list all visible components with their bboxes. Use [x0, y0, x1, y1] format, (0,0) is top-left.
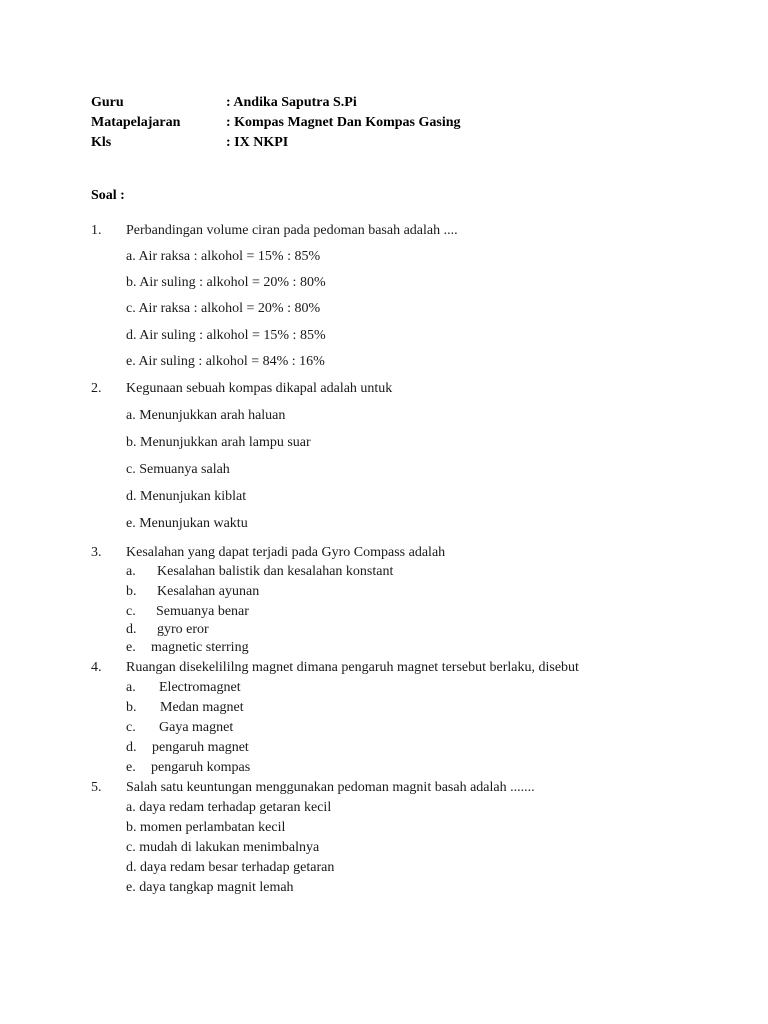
mapel-label: Matapelajaran: [91, 115, 181, 130]
question-number: 1.: [91, 223, 102, 238]
option-letter: b.: [126, 584, 137, 599]
option-item: e. Menunjukan waktu: [126, 516, 248, 531]
question-text: Salah satu keuntungan menggunakan pedoman magnit basah adalah .......: [126, 780, 535, 795]
question-text: Kesalahan yang dapat terjadi pada Gyro Compass adalah: [126, 545, 446, 560]
option-item: c. Semuanya salah: [126, 462, 230, 477]
option-item: b. Air suling : alkohol = 20% : 80%: [126, 275, 326, 290]
guru-value: : Andika Saputra S.Pi: [226, 95, 357, 110]
option-item: e. Air suling : alkohol = 84% : 16%: [126, 354, 325, 369]
option-item: b. Menunjukkan arah lampu suar: [126, 435, 311, 450]
option-item: c. mudah di lakukan menimbalnya: [126, 840, 320, 855]
option-item: d. Menunjukan kiblat: [126, 489, 247, 504]
question-text: Ruangan disekelililng magnet dimana pengaruh magnet tersebut berlaku, disebut: [126, 660, 579, 675]
option-text: Semuanya benar: [156, 604, 249, 619]
option-letter: d.: [126, 622, 137, 637]
option-letter: c.: [126, 604, 136, 619]
option-item: a. Air raksa : alkohol = 15% : 85%: [126, 249, 321, 264]
option-text: magnetic sterring: [151, 640, 249, 655]
option-text: Kesalahan ayunan: [157, 584, 260, 599]
option-text: Gaya magnet: [159, 720, 234, 735]
option-letter: e.: [126, 640, 136, 655]
option-letter: d.: [126, 740, 137, 755]
option-letter: a.: [126, 680, 136, 695]
option-item: d. daya redam besar terhadap getaran: [126, 860, 335, 875]
option-item: b. momen perlambatan kecil: [126, 820, 286, 835]
guru-label: Guru: [91, 95, 124, 110]
option-text: Kesalahan balistik dan kesalahan konstant: [157, 564, 394, 579]
question-number: 2.: [91, 381, 102, 396]
option-text: gyro eror: [157, 622, 209, 637]
question-number: 4.: [91, 660, 102, 675]
option-letter: c.: [126, 720, 136, 735]
option-item: a. daya redam terhadap getaran kecil: [126, 800, 332, 815]
option-letter: e.: [126, 760, 136, 775]
option-text: pengaruh kompas: [151, 760, 251, 775]
option-letter: b.: [126, 700, 137, 715]
question-number: 3.: [91, 545, 102, 560]
question-text: Kegunaan sebuah kompas dikapal adalah untuk: [126, 381, 393, 396]
option-item: d. Air suling : alkohol = 15% : 85%: [126, 328, 326, 343]
question-number: 5.: [91, 780, 102, 795]
option-item: c. Air raksa : alkohol = 20% : 80%: [126, 301, 321, 316]
kls-value: : IX NKPI: [226, 135, 289, 150]
option-text: Medan magnet: [160, 700, 244, 715]
question-text: Perbandingan volume ciran pada pedoman basah adalah ....: [126, 223, 458, 238]
option-text: pengaruh magnet: [152, 740, 249, 755]
option-text: Electromagnet: [159, 680, 241, 695]
mapel-value: : Kompas Magnet Dan Kompas Gasing: [226, 115, 461, 130]
option-item: a. Menunjukkan arah haluan: [126, 408, 286, 423]
option-item: e. daya tangkap magnit lemah: [126, 880, 294, 895]
soal-heading: Soal :: [91, 188, 125, 203]
kls-label: Kls: [91, 135, 112, 150]
option-letter: a.: [126, 564, 136, 579]
